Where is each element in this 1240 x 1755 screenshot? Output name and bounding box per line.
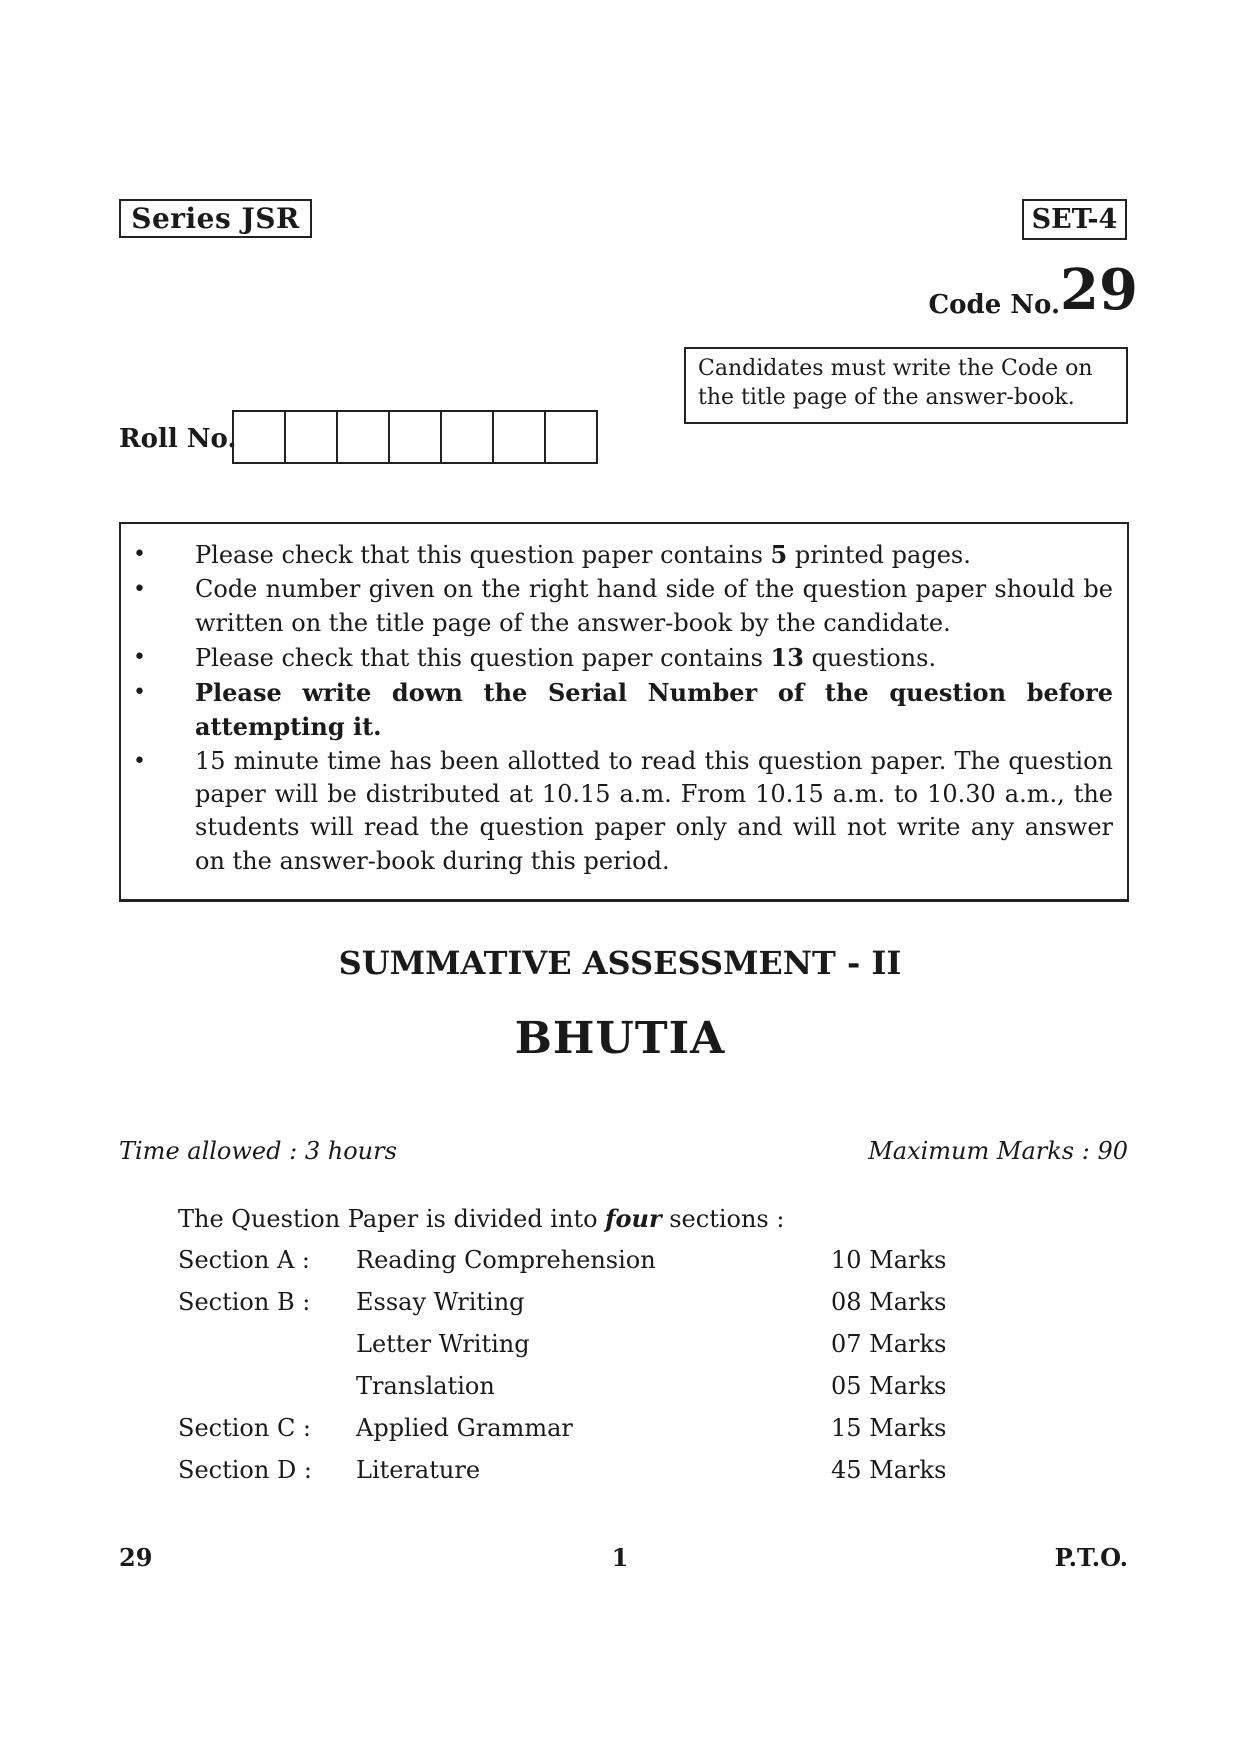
instruction-item [121,676,1113,744]
pto-label: P.T.O. [1054,1543,1128,1572]
roll-number-boxes [232,410,598,462]
division-intro-emphasis: four [605,1204,662,1233]
section-marks: 05 Marks [831,1372,947,1400]
section-marks: 45 Marks [831,1456,947,1484]
roll-number-cell [284,410,338,464]
section-marks: 08 Marks [831,1288,947,1316]
candidates-note: Candidates must write the Code on the title page of the answer-book. [684,347,1128,424]
section-label: Section B : [178,1288,311,1316]
instruction-text: Code number given on the right hand side of the question paper should be written on the title page of the answer-book by the candidate. [195,575,1113,637]
subject-title: BHUTIA [514,1013,726,1064]
instruction-text: Please check that this question paper contains [195,644,771,672]
roll-number-cell [440,410,494,464]
assessment-title: SUMMATIVE ASSESSMENT - II [338,944,902,982]
instruction-text: printed pages. [787,541,971,569]
bullet-icon: • [133,749,146,774]
sections-table [178,1246,978,1498]
section-topic: Reading Comprehension [356,1246,656,1274]
instruction-text: questions. [803,644,937,672]
series-label: Series JSR [119,199,312,238]
bullet-icon: • [133,645,146,670]
bullet-icon: • [133,680,146,705]
section-marks: 15 Marks [831,1414,947,1442]
roll-number-cell [232,410,286,464]
instruction-text: Please check that this question paper contains [195,541,771,569]
section-label: Section C : [178,1414,312,1442]
instruction-item [121,573,1113,640]
division-intro-after: sections : [661,1205,785,1233]
page-number: 1 [611,1543,629,1572]
section-row [178,1330,978,1372]
section-topic: Literature [356,1456,481,1484]
section-label: Section D : [178,1456,312,1484]
section-row [178,1288,978,1330]
code-label: Code No. [928,290,1060,320]
section-marks: 07 Marks [831,1330,947,1358]
roll-number-cell [336,410,390,464]
instruction-text: 15 minute time has been allotted to read this question paper. The question paper will be distributed at 10.15 a.m. From 10.15 a.m. to 10.30 a.m., the students will read the question paper only and will not write any answer on the answer-book during this period. [195,747,1113,875]
section-topic: Applied Grammar [356,1414,573,1442]
section-row [178,1414,978,1456]
section-marks: 10 Marks [831,1246,947,1274]
bullet-icon: • [133,542,146,567]
division-intro-before: The Question Paper is divided into [178,1205,606,1233]
section-topic: Letter Writing [356,1330,530,1358]
bullet-icon: • [133,577,146,602]
division-intro [178,1204,784,1233]
instruction-item [121,745,1113,878]
roll-number-label: Roll No. [119,424,237,454]
instruction-bold-text: Please write down the Serial Number of the question before attempting it. [195,678,1113,741]
maximum-marks: Maximum Marks : 90 [868,1137,1128,1165]
instruction-item [121,641,1113,675]
instructions-box [119,522,1129,902]
section-topic: Translation [356,1372,495,1400]
time-allowed: Time allowed : 3 hours [119,1137,397,1165]
instruction-bold-text: 5 [770,540,788,569]
section-row [178,1456,978,1498]
section-topic: Essay Writing [356,1288,525,1316]
instruction-bold-text: 13 [770,643,804,672]
section-row [178,1246,978,1288]
section-label: Section A : [178,1246,310,1274]
footer-code: 29 [119,1543,153,1572]
section-row [178,1372,978,1414]
instruction-item [121,538,1113,572]
code-number: 29 [1060,257,1138,323]
set-label: SET-4 [1022,199,1127,240]
roll-number-cell [388,410,442,464]
roll-number-cell [544,410,598,464]
roll-number-cell [492,410,546,464]
